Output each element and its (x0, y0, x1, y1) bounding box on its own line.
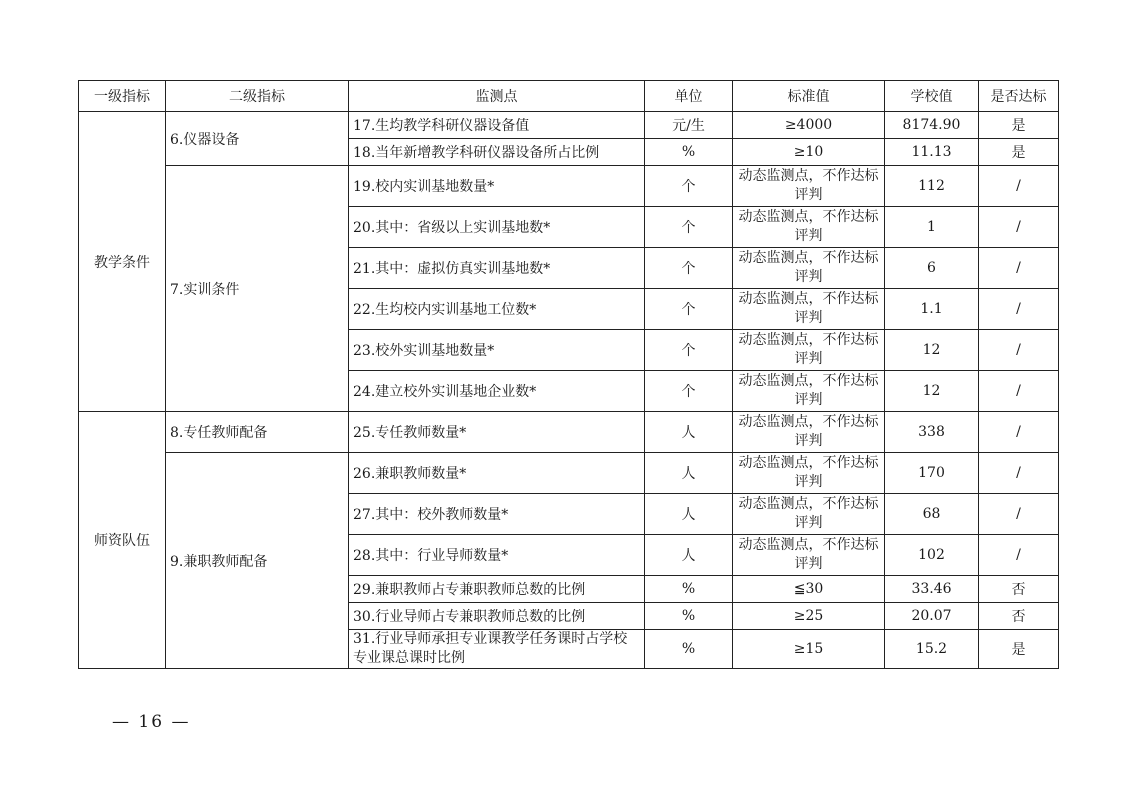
standard-value (733, 330, 885, 371)
met-status: 否 (979, 603, 1059, 630)
school-value: 11.13 (885, 139, 979, 166)
monitor-point: 24.建立校外实训基地企业数* (349, 371, 645, 412)
met-status: / (979, 166, 1059, 207)
standard-value (733, 412, 885, 453)
monitor-point: 29.兼职教师占专兼职教师总数的比例 (349, 576, 645, 603)
subgroup-training: 7.实训条件 (166, 166, 349, 412)
standard-text: 动态监测点，不作达标评判 (738, 537, 879, 572)
met-status: / (979, 412, 1059, 453)
monitor-point: 17.生均教学科研仪器设备值 (349, 112, 645, 139)
unit: 个 (645, 207, 733, 248)
standard-value (733, 494, 885, 535)
unit: 个 (645, 248, 733, 289)
standard-value (733, 289, 885, 330)
header-school-value: 学校值 (885, 81, 979, 112)
unit: 人 (645, 412, 733, 453)
header-met: 是否达标 (979, 81, 1059, 112)
standard-value (733, 371, 885, 412)
school-value: 68 (885, 494, 979, 535)
indicator-table (78, 80, 1059, 669)
school-value: 20.07 (885, 603, 979, 630)
unit: 个 (645, 289, 733, 330)
unit: % (645, 139, 733, 166)
monitor-point: 22.生均校内实训基地工位数* (349, 289, 645, 330)
standard-value (733, 166, 885, 207)
standard-text: 动态监测点，不作达标评判 (738, 496, 879, 531)
school-value: 102 (885, 535, 979, 576)
met-status: 是 (979, 139, 1059, 166)
unit: % (645, 576, 733, 603)
standard-text: 动态监测点，不作达标评判 (738, 291, 879, 326)
unit: 个 (645, 371, 733, 412)
unit: % (645, 630, 733, 669)
standard-text: 动态监测点，不作达标评判 (738, 373, 879, 408)
school-value: 1.1 (885, 289, 979, 330)
monitor-point: 31.行业导师承担专业课教学任务课时占学校专业课总课时比例 (349, 630, 645, 669)
met-status: / (979, 248, 1059, 289)
met-status: / (979, 207, 1059, 248)
monitor-point: 21.其中：虚拟仿真实训基地数* (349, 248, 645, 289)
school-value: 6 (885, 248, 979, 289)
monitor-point: 19.校内实训基地数量* (349, 166, 645, 207)
met-status: / (979, 371, 1059, 412)
school-value: 15.2 (885, 630, 979, 669)
met-status: / (979, 535, 1059, 576)
met-status: / (979, 289, 1059, 330)
header-level1: 一级指标 (79, 81, 166, 112)
standard-value (733, 207, 885, 248)
monitor-point: 28.其中：行业导师数量* (349, 535, 645, 576)
school-value: 8174.90 (885, 112, 979, 139)
met-status: 否 (979, 576, 1059, 603)
standard-value: ≥25 (733, 603, 885, 630)
header-monitor-point: 监测点 (349, 81, 645, 112)
school-value: 112 (885, 166, 979, 207)
standard-value: ≦30 (733, 576, 885, 603)
subgroup-equipment: 6.仪器设备 (166, 112, 349, 166)
unit: 个 (645, 166, 733, 207)
school-value: 33.46 (885, 576, 979, 603)
school-value: 338 (885, 412, 979, 453)
monitor-point: 20.其中：省级以上实训基地数* (349, 207, 645, 248)
page-number: — 16 — (112, 712, 191, 732)
unit: 个 (645, 330, 733, 371)
standard-text: 动态监测点，不作达标评判 (738, 332, 879, 367)
met-status: / (979, 330, 1059, 371)
standard-value: ≥4000 (733, 112, 885, 139)
table-row (79, 112, 1059, 139)
school-value: 1 (885, 207, 979, 248)
header-level2: 二级指标 (166, 81, 349, 112)
unit: % (645, 603, 733, 630)
unit: 元/生 (645, 112, 733, 139)
standard-text: 动态监测点，不作达标评判 (738, 209, 879, 244)
school-value: 12 (885, 371, 979, 412)
monitor-point: 25.专任教师数量* (349, 412, 645, 453)
standard-text: 动态监测点，不作达标评判 (738, 250, 879, 285)
monitor-point: 23.校外实训基地数量* (349, 330, 645, 371)
unit: 人 (645, 494, 733, 535)
standard-text: 动态监测点，不作达标评判 (738, 455, 879, 490)
table-row (79, 412, 1059, 453)
standard-value (733, 453, 885, 494)
standard-value: ≥15 (733, 630, 885, 669)
standard-text: 动态监测点，不作达标评判 (738, 168, 879, 203)
header-unit: 单位 (645, 81, 733, 112)
met-status: / (979, 453, 1059, 494)
met-status: / (979, 494, 1059, 535)
table-row (79, 166, 1059, 207)
monitor-point: 18.当年新增教学科研仪器设备所占比例 (349, 139, 645, 166)
monitor-point: 30.行业导师占专兼职教师总数的比例 (349, 603, 645, 630)
subgroup-parttime-teachers: 9.兼职教师配备 (166, 453, 349, 669)
met-status: 是 (979, 112, 1059, 139)
standard-value (733, 248, 885, 289)
subgroup-fulltime-teachers: 8.专任教师配备 (166, 412, 349, 453)
monitor-point: 26.兼职教师数量* (349, 453, 645, 494)
school-value: 170 (885, 453, 979, 494)
group-teaching-conditions: 教学条件 (79, 112, 166, 412)
monitor-point: 27.其中：校外教师数量* (349, 494, 645, 535)
header-standard: 标准值 (733, 81, 885, 112)
standard-value (733, 535, 885, 576)
standard-value: ≥10 (733, 139, 885, 166)
school-value: 12 (885, 330, 979, 371)
met-status: 是 (979, 630, 1059, 669)
header-row (79, 81, 1059, 112)
standard-text: 动态监测点，不作达标评判 (738, 414, 879, 449)
unit: 人 (645, 453, 733, 494)
table-row (79, 453, 1059, 494)
group-faculty: 师资队伍 (79, 412, 166, 669)
unit: 人 (645, 535, 733, 576)
